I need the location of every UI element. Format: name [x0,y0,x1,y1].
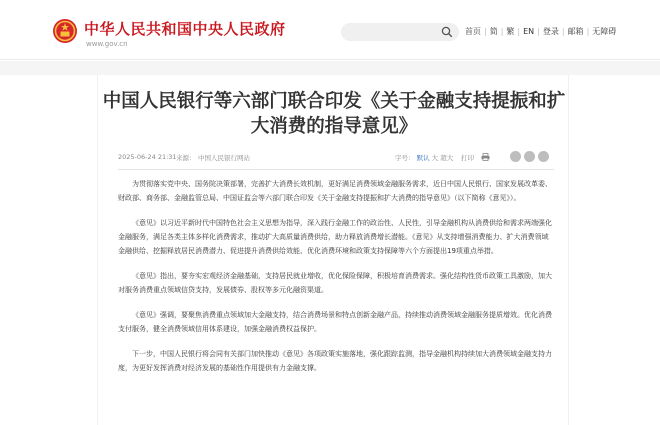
site-title[interactable]: 中华人民共和国中央人民政府 [84,20,286,38]
nav-traditional[interactable]: 繁 [506,27,515,36]
national-emblem-icon[interactable] [52,18,78,44]
search-input[interactable] [341,23,459,41]
nav-login[interactable]: 登录 [542,27,559,36]
nav-separator: | [484,27,487,36]
article-title [98,89,570,139]
share-buttons [510,151,552,164]
font-size-label: 字号： [395,154,415,162]
nav-separator: | [537,27,540,36]
print-icon[interactable] [481,153,490,161]
article-title-line: 中国人民银行等六部门联合印发《关于金融支持提振和扩 [102,91,566,112]
nav-separator: | [586,27,590,36]
nav-separator: | [500,27,504,36]
font-size-default[interactable]: 默认 [416,154,430,162]
wechat-share-icon[interactable] [510,151,521,162]
site-domain: www.gov.cn [86,40,128,48]
article-body [118,177,554,386]
source-label: 来源： [176,154,196,162]
nav-home[interactable]: 首页 [465,27,481,36]
font-size-controls [395,153,453,162]
weibo-share-icon[interactable] [524,151,535,162]
print-button[interactable]: 打印 [461,154,474,162]
site-header [0,0,660,60]
article-paragraph: 下一步，中国人民银行将会同有关部门加快推动《意见》各项政策实施落地，强化跟踪监测，指导金融机构持续加大消费领域金融支持力度，为更好发挥消费对经济发展的基础性作用提供有力金融支撑。 [118,350,552,372]
article-paragraph: 《意见》以习近平新时代中国特色社会主义思想为指导，深入践行金融工作的政治性、人民性，引导金融机构从消费供给和需求两端强化金融服务，满足各类主体多样化消费需求，推动扩大高质量消费供给，助力释放消费增长潜能。《意见》从支持增强消费能力、扩大消费领域金融供给、挖掘释放居民消费潜力、促进提升消费供给效能、优化消费环境和政策支持保障等六个方面提出19项重点举措。 [118,219,552,255]
article-title-line: 大消费的指导意见》 [250,116,418,137]
nav-simplified[interactable]: 简 [489,27,498,36]
publish-date: 2025-06-24 21:31 [118,153,177,161]
source-name: 中国人民银行网站 [198,154,250,162]
article-paragraph: 为贯彻落实党中央、国务院决策部署，完善扩大消费长效机制，更好满足消费领域金融服务需求，近日中国人民银行、国家发展改革委、财政部、商务部、金融监管总局、中国证监会等六部门联合印发《关于金融支持提振和扩大消费的指导意见》（以下简称《意见》）。 [118,180,552,202]
article-meta [118,151,554,165]
nav-mail[interactable]: 邮箱 [567,27,584,36]
search-icon[interactable] [441,26,453,38]
font-size-xlarge[interactable]: 超大 [440,154,454,162]
article-container [97,75,569,425]
nav-english[interactable]: EN [523,27,535,36]
top-nav [465,26,616,37]
article-paragraph: 《意见》强调，要聚焦消费重点领域加大金融支持，结合消费场景和特点创新金融产品，持续推动消费领域金融服务提质增效。优化消费支付服务，健全消费领域信用体系建设，加强金融消费权益保护。 [118,311,552,333]
font-size-large[interactable]: 大 [431,154,439,162]
header-band [0,61,660,75]
article-paragraph: 《意见》指出，要夯实宏观经济金融基础，支持居民就业增收，优化保险保障，积极培育消费需求。强化结构性货币政策工具激励，加大对服务消费重点领域信贷支持，发展债券、股权等多元化融资渠道。 [118,272,552,294]
nav-separator: | [517,27,521,36]
nav-separator: | [561,27,565,36]
nav-accessibility[interactable]: 无障碍 [592,27,617,36]
meta-divider [118,169,554,170]
qzone-share-icon[interactable] [538,151,549,162]
